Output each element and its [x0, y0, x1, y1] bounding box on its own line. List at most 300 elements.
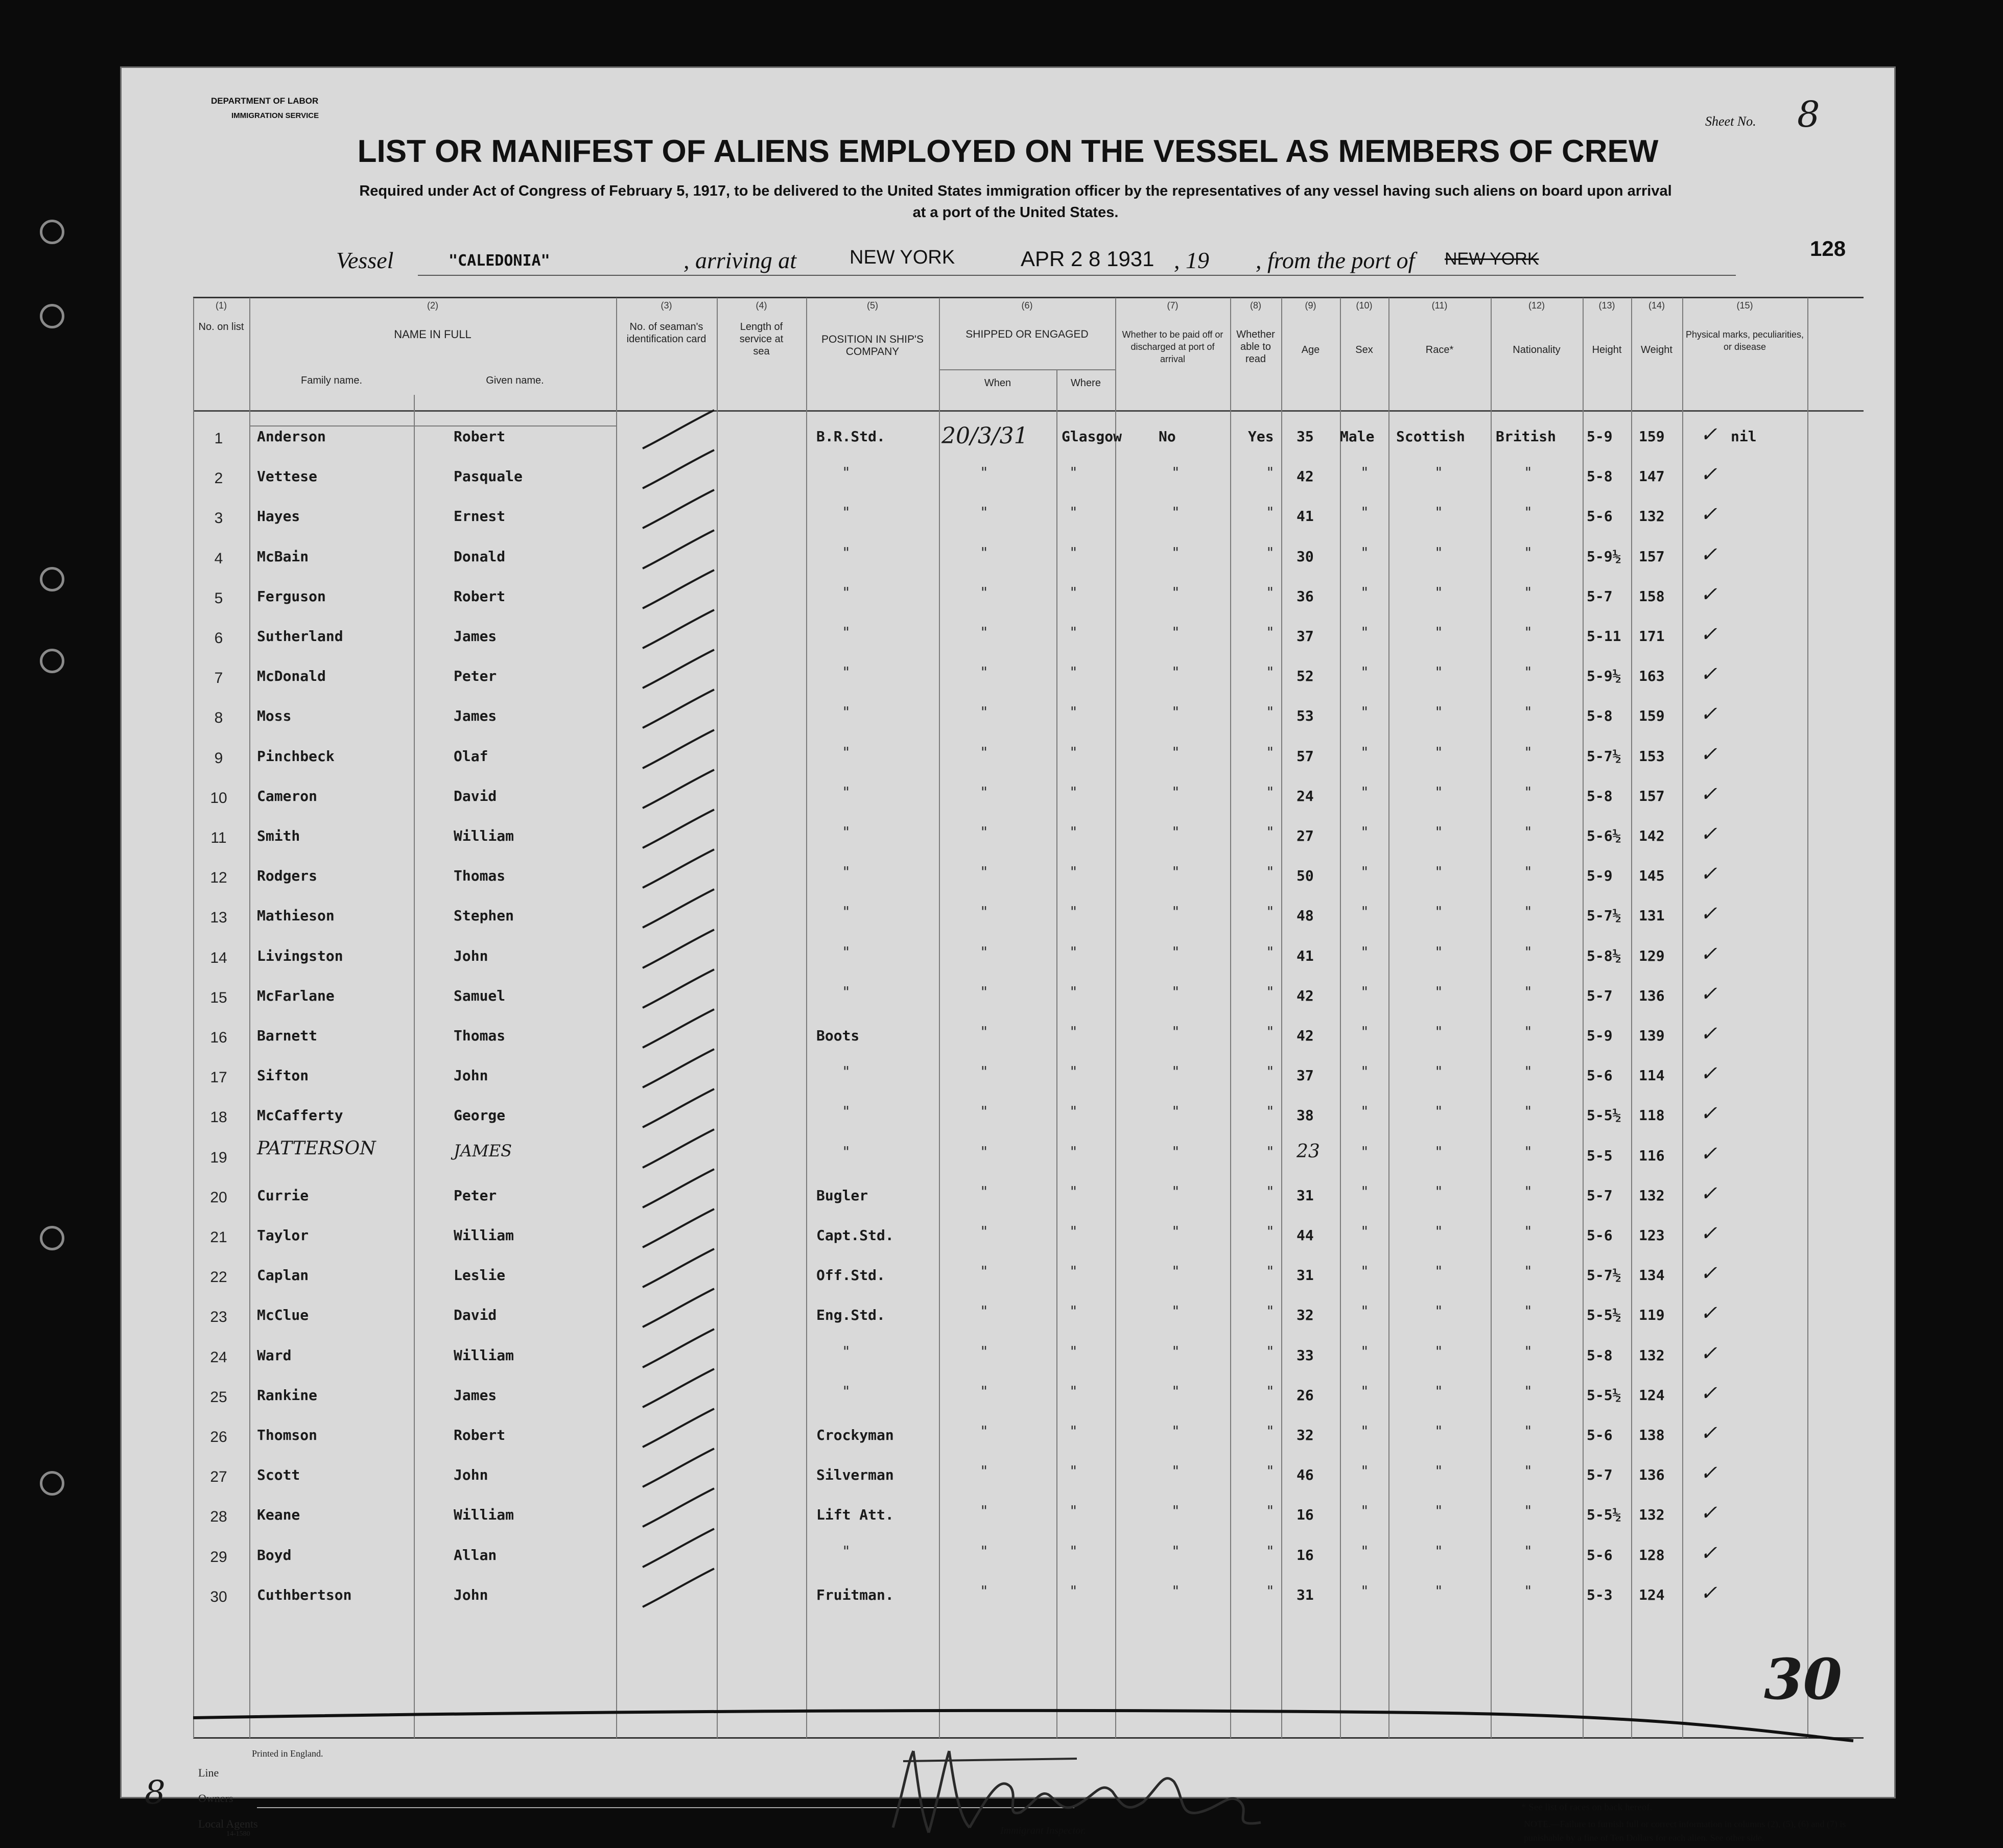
race-ditto: "	[1434, 823, 1443, 840]
card-check-mark	[632, 1446, 724, 1492]
shipped-where: Glasgow	[1062, 428, 1122, 445]
given-name: William	[454, 1506, 514, 1524]
card-check-mark	[632, 1326, 724, 1372]
table-row	[122, 1541, 1894, 1588]
vessel-label: Vessel	[336, 247, 394, 273]
sex-ditto: "	[1360, 703, 1369, 721]
col-header-paid-off: Whether to be paid off or discharged at port of arrival	[1122, 329, 1223, 364]
sheet-handwritten: 8	[145, 1774, 166, 1812]
given-name: John	[454, 1586, 488, 1603]
nationality-ditto: "	[1524, 1223, 1533, 1240]
able-to-read-ditto: "	[1266, 1502, 1275, 1520]
paid-off-ditto: "	[1171, 1263, 1180, 1280]
sex-ditto: "	[1360, 743, 1369, 761]
col-num-3: (3)	[661, 300, 672, 311]
card-check-mark	[632, 1406, 724, 1452]
marks-check: ✓	[1700, 582, 1717, 606]
card-check-mark	[632, 647, 724, 693]
nationality-ditto: "	[1524, 1382, 1533, 1400]
shipped-where-ditto: "	[1069, 863, 1078, 881]
race-ditto: "	[1434, 664, 1443, 681]
position-ditto: "	[842, 903, 851, 920]
signature-caption: Immigrant Inspector.	[1000, 1825, 1086, 1836]
sex-ditto: "	[1360, 1182, 1369, 1200]
age: 42	[1297, 1027, 1314, 1044]
given-name: John	[454, 1067, 488, 1084]
marks-check: ✓	[1700, 1381, 1717, 1405]
able-to-read-ditto: "	[1266, 1103, 1275, 1120]
shipped-where-ditto: "	[1069, 1063, 1078, 1080]
card-check-mark	[632, 1486, 724, 1532]
shipped-where-ditto: "	[1069, 1223, 1078, 1240]
table-row	[122, 1581, 1894, 1627]
family-name: Keane	[257, 1506, 300, 1524]
sex-ditto: "	[1360, 1423, 1369, 1439]
given-name: Samuel	[454, 987, 506, 1004]
shipped-when-ditto: "	[980, 464, 988, 481]
able-to-read-ditto: "	[1266, 863, 1275, 881]
table-row	[122, 1022, 1894, 1068]
marks-check: ✓	[1700, 862, 1717, 886]
sex: Male	[1340, 428, 1375, 445]
punch-hole	[40, 1471, 64, 1496]
given-name: Robert	[454, 587, 506, 605]
row-number: 22	[210, 1269, 227, 1286]
paid-off-ditto: "	[1171, 983, 1180, 1000]
family-name: Cameron	[257, 787, 318, 804]
row-number: 14	[210, 949, 227, 966]
marks-check: ✓	[1700, 1022, 1717, 1046]
col-num-7: (7)	[1167, 300, 1179, 311]
given-name: David	[454, 787, 497, 804]
age: 36	[1297, 587, 1314, 605]
family-name: Ferguson	[257, 587, 326, 605]
col-header-position: POSITION IN SHIP'S COMPANY	[821, 334, 924, 358]
race-ditto: "	[1434, 1023, 1443, 1040]
race-ditto: "	[1434, 1342, 1443, 1360]
height: 5-9	[1587, 1027, 1613, 1044]
race-ditto: "	[1434, 1223, 1443, 1240]
nationality-ditto: "	[1524, 943, 1533, 960]
weight: 118	[1639, 1107, 1665, 1124]
age: 37	[1297, 628, 1314, 645]
table-row	[122, 623, 1894, 669]
shipped-where-ditto: "	[1069, 1263, 1078, 1280]
race-footnote: * See list of races on back hereof.	[1521, 1802, 1653, 1813]
marks-check: ✓	[1700, 1222, 1717, 1245]
row-number: 25	[210, 1388, 227, 1406]
sex-ditto: "	[1360, 1582, 1369, 1599]
marks-check: ✓	[1700, 423, 1717, 446]
given-name: Allan	[454, 1546, 497, 1563]
race-ditto: "	[1434, 943, 1443, 960]
race-ditto: "	[1434, 1103, 1443, 1120]
given-name: James	[454, 628, 497, 645]
table-row	[122, 1181, 1894, 1228]
weight: 132	[1639, 1506, 1665, 1524]
arriving-label: , arriving at	[684, 247, 797, 273]
paid-off: No	[1159, 428, 1176, 445]
height: 5-5½	[1587, 1307, 1621, 1324]
sex-ditto: "	[1360, 1063, 1369, 1080]
weight: 171	[1639, 628, 1665, 645]
sex-ditto: "	[1360, 943, 1369, 960]
row-number: 19	[210, 1149, 227, 1166]
nationality-ditto: "	[1524, 1423, 1533, 1439]
nationality-ditto: "	[1524, 1502, 1533, 1520]
marks-check: ✓	[1700, 503, 1717, 527]
height: 5-7½	[1587, 747, 1621, 765]
shipped-when-ditto: "	[980, 1223, 988, 1240]
able-to-read-ditto: "	[1266, 943, 1275, 960]
able-to-read-ditto: "	[1266, 464, 1275, 481]
table-row	[122, 742, 1894, 789]
weight: 159	[1639, 707, 1665, 725]
shipped-where-ditto: "	[1069, 1342, 1078, 1360]
table-row	[122, 1501, 1894, 1547]
able-to-read-ditto: "	[1266, 783, 1275, 800]
age: 52	[1297, 668, 1314, 685]
table-row	[122, 782, 1894, 828]
nationality-ditto: "	[1524, 1063, 1533, 1080]
table-row	[122, 1421, 1894, 1467]
name-sub-rule	[249, 425, 616, 427]
sex-ditto: "	[1360, 504, 1369, 521]
nationality-ditto: "	[1524, 583, 1533, 601]
height: 5-8	[1587, 1346, 1613, 1364]
punch-hole	[40, 1226, 64, 1250]
col-header-card: No. of seaman's identification card	[626, 321, 706, 345]
family-name: Cuthbertson	[257, 1586, 352, 1603]
height: 5-6	[1587, 508, 1613, 525]
height: 5-7	[1587, 987, 1613, 1004]
race-ditto: "	[1434, 1382, 1443, 1400]
shipped-where-ditto: "	[1069, 464, 1078, 481]
card-check-mark	[632, 767, 724, 813]
marks-check: ✓	[1700, 662, 1717, 686]
paid-off-ditto: "	[1171, 943, 1180, 960]
shipped-when-ditto: "	[980, 1023, 988, 1040]
shipped-when-ditto: "	[980, 583, 988, 601]
sheet-number: 8	[1797, 93, 1820, 135]
card-check-mark	[632, 447, 724, 493]
given-name: Robert	[454, 1427, 506, 1443]
age: 42	[1297, 987, 1314, 1004]
race-ditto: "	[1434, 543, 1443, 561]
row-number: 16	[210, 1029, 227, 1046]
sex-ditto: "	[1360, 1342, 1369, 1360]
weight: 116	[1639, 1147, 1665, 1164]
position-ditto: "	[842, 703, 851, 721]
family-name: Ward	[257, 1346, 292, 1364]
position: Fruitman.	[816, 1586, 894, 1603]
race-ditto: "	[1434, 1462, 1443, 1480]
year-label: , 19	[1174, 247, 1209, 273]
nationality-ditto: "	[1524, 1462, 1533, 1480]
shipped-when-ditto: "	[980, 1263, 988, 1280]
paid-off-ditto: "	[1171, 1143, 1180, 1160]
shipped-when-ditto: "	[980, 743, 988, 761]
age: 26	[1297, 1386, 1314, 1404]
position: Capt.Std.	[816, 1227, 894, 1244]
marks-check: ✓	[1700, 902, 1717, 926]
card-check-mark	[632, 1167, 724, 1213]
marks-check: ✓	[1700, 1341, 1717, 1365]
nationality-ditto: "	[1524, 543, 1533, 561]
table-row	[122, 1222, 1894, 1268]
race-ditto: "	[1434, 504, 1443, 521]
position: Bugler	[816, 1187, 868, 1204]
nationality-ditto: "	[1524, 624, 1533, 641]
shipped-where-ditto: "	[1069, 1582, 1078, 1599]
paid-off-ditto: "	[1171, 1063, 1180, 1080]
row-number: 2	[214, 470, 223, 487]
col-num-8: (8)	[1250, 300, 1261, 311]
height: 5-3	[1587, 1586, 1613, 1603]
sex-ditto: "	[1360, 1023, 1369, 1040]
race-ditto: "	[1434, 1502, 1443, 1520]
position-ditto: "	[842, 983, 851, 1000]
family-name: Currie	[257, 1187, 309, 1204]
age: 46	[1297, 1466, 1314, 1484]
shipped-where-ditto: "	[1069, 903, 1078, 920]
nationality-ditto: "	[1524, 1302, 1533, 1320]
stamp-number: 128	[1810, 236, 1846, 260]
row-number: 7	[214, 670, 223, 687]
nationality-ditto: "	[1524, 464, 1533, 481]
row-number: 9	[214, 749, 223, 767]
table-row	[122, 1301, 1894, 1347]
position-ditto: "	[842, 583, 851, 601]
paid-off-ditto: "	[1171, 1382, 1180, 1400]
family-name: Sifton	[257, 1067, 309, 1084]
marks-check: ✓	[1700, 1541, 1717, 1565]
paid-off-ditto: "	[1171, 903, 1180, 920]
card-check-mark	[632, 727, 724, 773]
card-check-mark	[632, 1286, 724, 1332]
card-check-mark	[632, 807, 724, 853]
table-row	[122, 1262, 1894, 1308]
col-header-where: Where	[1071, 377, 1101, 389]
table-row	[122, 1102, 1894, 1148]
family-name: Livingston	[257, 947, 343, 964]
marks-check: ✓	[1700, 1102, 1717, 1126]
able-to-read-ditto: "	[1266, 664, 1275, 681]
position-ditto: "	[842, 1342, 851, 1360]
given-name: Thomas	[454, 867, 506, 885]
given-name: Donald	[454, 548, 506, 565]
department-label: DEPARTMENT OF LABOR	[211, 96, 319, 106]
given-name: William	[454, 1227, 514, 1244]
race-ditto: "	[1434, 703, 1443, 721]
card-check-mark	[632, 487, 724, 533]
position-ditto: "	[842, 863, 851, 881]
col-header-nationality: Nationality	[1513, 344, 1561, 356]
nationality-ditto: "	[1524, 983, 1533, 1000]
shipped-where-ditto: "	[1069, 1143, 1078, 1160]
nationality: British	[1496, 428, 1557, 445]
position: Off.Std.	[816, 1267, 885, 1284]
sex-ditto: "	[1360, 1143, 1369, 1160]
from-label: , from the port of	[1256, 247, 1415, 273]
family-name: McCafferty	[257, 1107, 343, 1124]
paid-off-ditto: "	[1171, 1342, 1180, 1360]
shipped-where-ditto: "	[1069, 543, 1078, 561]
family-name: Thomson	[257, 1427, 318, 1443]
race-ditto: "	[1434, 1582, 1443, 1599]
sex-ditto: "	[1360, 903, 1369, 920]
marks-check: ✓	[1700, 463, 1717, 487]
col-header-height: Height	[1592, 344, 1622, 356]
nationality-ditto: "	[1524, 863, 1533, 881]
table-row	[122, 702, 1894, 748]
shipped-where-ditto: "	[1069, 583, 1078, 601]
punch-hole	[40, 649, 64, 673]
given-name: Pasquale	[454, 468, 523, 485]
marks-check: ✓	[1700, 742, 1717, 766]
weight: 131	[1639, 907, 1665, 925]
weight: 157	[1639, 787, 1665, 804]
punch-hole	[40, 220, 64, 244]
height: 5-9½	[1587, 548, 1621, 565]
age: 30	[1297, 548, 1314, 565]
weight: 136	[1639, 1466, 1665, 1484]
card-check-mark	[632, 887, 724, 933]
shipped-when-ditto: "	[980, 504, 988, 521]
position-ditto: "	[842, 464, 851, 481]
family-name: Hayes	[257, 508, 300, 525]
sex-ditto: "	[1360, 583, 1369, 601]
row-number: 28	[210, 1508, 227, 1526]
row-number: 26	[210, 1429, 227, 1446]
family-name: Anderson	[257, 428, 326, 445]
height: 5-5	[1587, 1147, 1613, 1164]
height: 5-7½	[1587, 907, 1621, 925]
position: Boots	[816, 1027, 860, 1044]
shipped-when-ditto: "	[980, 1063, 988, 1080]
card-check-mark	[632, 687, 724, 733]
given-name: JAMES	[454, 1141, 512, 1160]
row-number: 10	[210, 789, 227, 807]
able-to-read-ditto: "	[1266, 624, 1275, 641]
shipped-where-ditto: "	[1069, 1462, 1078, 1480]
row-number: 30	[210, 1588, 227, 1605]
family-name: McDonald	[257, 668, 326, 685]
age: 53	[1297, 707, 1314, 725]
height: 5-5½	[1587, 1506, 1621, 1524]
total-count: 30	[1764, 1646, 1843, 1712]
card-check-mark	[632, 1526, 724, 1572]
height: 5-6	[1587, 1546, 1613, 1563]
marks-check: ✓	[1700, 623, 1717, 646]
weight: 159	[1639, 428, 1665, 445]
col-num-12: (12)	[1528, 300, 1545, 311]
shipped-where-ditto: "	[1069, 703, 1078, 721]
given-name: William	[454, 1346, 514, 1364]
col-header-weight: Weight	[1641, 344, 1672, 356]
marks-check: ✓	[1700, 702, 1717, 726]
row-number: 3	[214, 510, 223, 527]
vessel-name: "CALEDONIA"	[449, 252, 550, 270]
sheet-label: Sheet No.	[1705, 114, 1756, 129]
shipped-where-ditto: "	[1069, 504, 1078, 521]
sex-ditto: "	[1360, 1263, 1369, 1280]
col-num-1: (1)	[216, 300, 227, 311]
shipped-when-ditto: "	[980, 783, 988, 800]
family-name: Mathieson	[257, 907, 335, 925]
position-ditto: "	[842, 1063, 851, 1080]
paid-off-ditto: "	[1171, 783, 1180, 800]
row-number: 12	[210, 869, 227, 887]
table-row	[122, 902, 1894, 948]
shipped-when-ditto: "	[980, 1502, 988, 1520]
paid-off-ditto: "	[1171, 1423, 1180, 1439]
shipped-when-ditto: "	[980, 863, 988, 881]
given-name: George	[454, 1107, 506, 1124]
row-number: 11	[210, 830, 227, 846]
age: 31	[1297, 1187, 1314, 1204]
position-ditto: "	[842, 543, 851, 561]
col-header-family: Family name.	[300, 375, 363, 386]
row-number: 15	[210, 989, 227, 1006]
height: 5-7½	[1587, 1267, 1621, 1284]
weight: 145	[1639, 867, 1665, 885]
table-row	[122, 862, 1894, 908]
row-number: 29	[210, 1548, 227, 1566]
paid-off-ditto: "	[1171, 624, 1180, 641]
age: 41	[1297, 508, 1314, 525]
col-header-service: Length of service at sea	[739, 321, 784, 357]
age: 38	[1297, 1107, 1314, 1124]
table-row	[122, 1461, 1894, 1507]
date-stamp: APR 2 8 1931	[1021, 247, 1154, 271]
table-row	[122, 582, 1894, 629]
able-to-read-ditto: "	[1266, 823, 1275, 840]
card-check-mark	[632, 1246, 724, 1292]
height: 5-9	[1587, 867, 1613, 885]
race-ditto: "	[1434, 1302, 1443, 1320]
paid-off-ditto: "	[1171, 464, 1180, 481]
card-check-mark	[632, 927, 724, 973]
marks-check: ✓	[1700, 1301, 1717, 1325]
position-ditto: "	[842, 743, 851, 761]
nationality-ditto: "	[1524, 1143, 1533, 1160]
printed-note: Printed in England.	[252, 1748, 323, 1759]
position-ditto: "	[842, 624, 851, 641]
position-ditto: "	[842, 664, 851, 681]
race-ditto: "	[1434, 983, 1443, 1000]
col-header-when: When	[984, 377, 1011, 389]
race-ditto: "	[1434, 624, 1443, 641]
marks-check: ✓	[1700, 1421, 1717, 1445]
weight: 136	[1639, 987, 1665, 1004]
shipped-when-ditto: "	[980, 903, 988, 920]
shipped-where-ditto: "	[1069, 743, 1078, 761]
age: 32	[1297, 1307, 1314, 1324]
age: 31	[1297, 1267, 1314, 1284]
col-num-13: (13)	[1598, 300, 1615, 311]
able-to-read-ditto: "	[1266, 1223, 1275, 1240]
weight: 123	[1639, 1227, 1665, 1244]
arriving-port: NEW YORK	[850, 247, 955, 268]
given-name: Thomas	[454, 1027, 506, 1044]
given-name: Peter	[454, 1187, 497, 1204]
card-check-mark	[632, 408, 724, 454]
shipped-when-ditto: "	[980, 1302, 988, 1320]
marks-check: ✓	[1700, 1501, 1717, 1525]
family-name: Pinchbeck	[257, 747, 335, 765]
table-row	[122, 1341, 1894, 1388]
